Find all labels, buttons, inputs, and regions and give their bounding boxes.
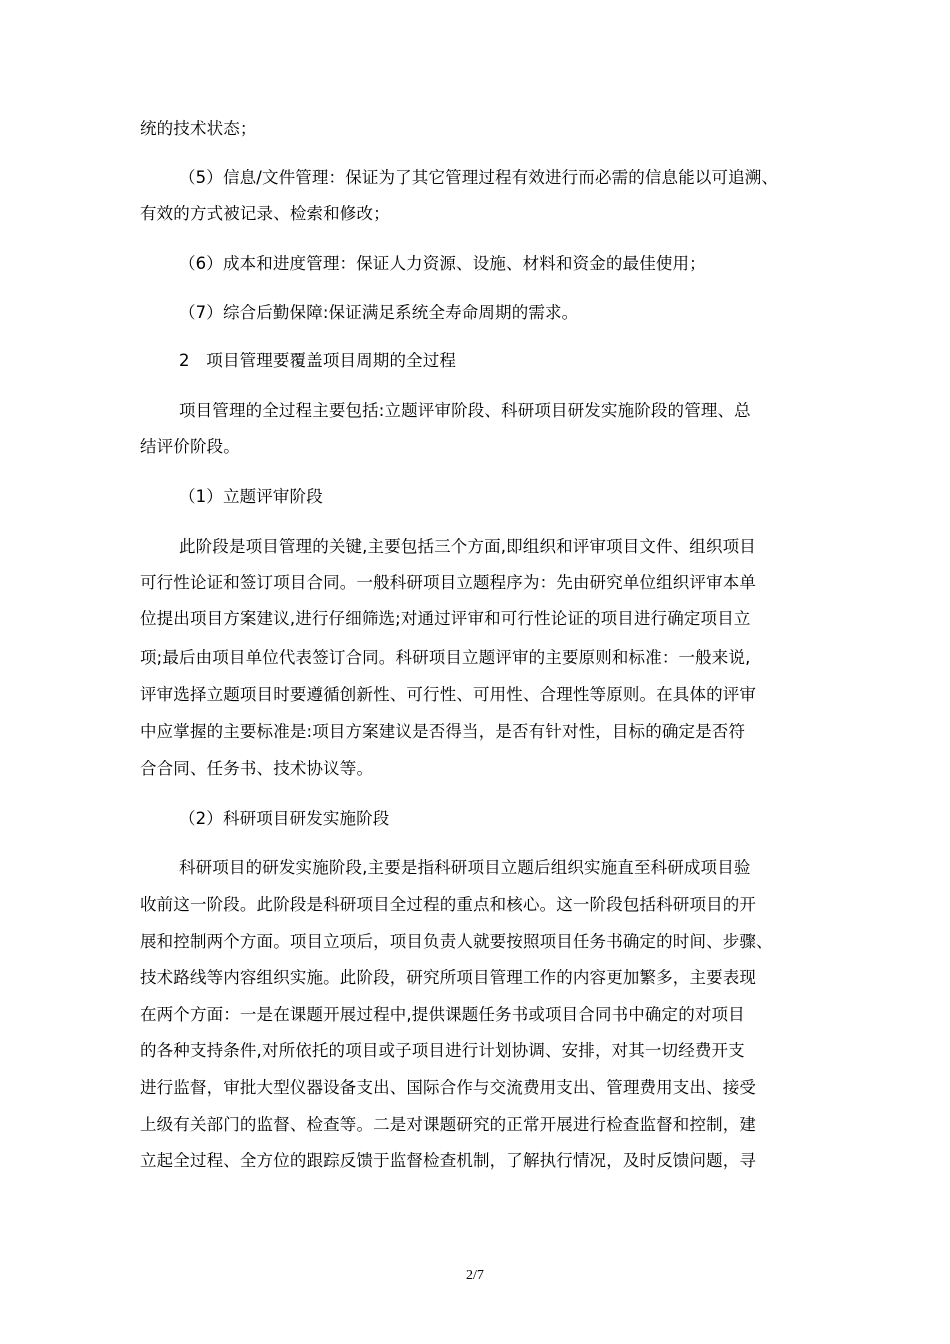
text-line: 立起全过程、全方位的跟踪反馈于监督检查机制，了解执行情况，及时反馈问题，寻	[140, 1151, 757, 1170]
text-line: 合合同、任务书、技术协议等。	[140, 759, 374, 778]
text-line: 在两个方面：一是在课题开展过程中,提供课题任务书或项目合同书中确定的对项目	[140, 1005, 745, 1024]
text-line: 有效的方式被记录、检索和修改；	[140, 204, 390, 223]
text-line: 项;最后由项目单位代表签订合同。科研项目立题评审的主要原则和标准：一般来说,	[140, 648, 751, 667]
text-line: 统的技术状态；	[140, 119, 257, 138]
text-line: 项目管理的全过程主要包括:立题评审阶段、科研项目研发实施阶段的管理、总	[179, 401, 751, 420]
text-line: 科研项目的研发实施阶段,主要是指科研项目立题后组织实施直至科研成项目验	[179, 858, 751, 877]
text-line: （7）综合后勤保障:保证满足系统全寿命周期的需求。	[179, 303, 579, 322]
text-line: 位提出项目方案建议,进行仔细筛选;对通过评审和可行性论证的项目进行确定项目立	[140, 609, 751, 628]
subsection-heading: （2）科研项目研发实施阶段	[179, 809, 390, 828]
text-line: 技术路线等内容组织实施。此阶段，研究所项目管理工作的内容更加繁多，主要表现	[140, 968, 757, 987]
subsection-heading: （1）立题评审阶段	[179, 487, 323, 506]
text-line: 可行性论证和签订项目合同。一般科研项目立题程序为：先由研究单位组织评审本单	[140, 573, 757, 592]
text-line: 的各种支持条件,对所依托的项目或子项目进行计划协调、安排，对其一切经费开支	[140, 1041, 745, 1060]
text-line: （6）成本和进度管理：保证人力资源、设施、材料和资金的最佳使用；	[179, 254, 706, 273]
text-line: 上级有关部门的监督、检查等。二是对课题研究的正常开展进行检查监督和控制，建	[140, 1115, 757, 1134]
text-line: 展和控制两个方面。项目立项后，项目负责人就要按照项目任务书确定的时间、步骤、	[140, 932, 773, 951]
section-heading: 2 项目管理要覆盖项目周期的全过程	[179, 351, 457, 370]
text-line: 评审选择立题项目时要遵循创新性、可行性、可用性、合理性等原则。在具体的评审	[140, 685, 757, 704]
text-line: （5）信息/文件管理：保证为了其它管理过程有效进行而必需的信息能以可追溯、	[179, 168, 779, 187]
page-number: 2/7	[466, 1268, 484, 1283]
text-line: 收前这一阶段。此阶段是科研项目全过程的重点和核心。这一阶段包括科研项目的开	[140, 895, 757, 914]
text-line: 中应掌握的主要标准是:项目方案建议是否得当，是否有针对性，目标的确定是否符	[140, 722, 746, 741]
text-line: 进行监督，审批大型仪器设备支出、国际合作与交流费用支出、管理费用支出、接受	[140, 1078, 757, 1097]
text-line: 此阶段是项目管理的关键,主要包括三个方面,即组织和评审项目文件、组织项目	[179, 537, 756, 556]
text-line: 结评价阶段。	[140, 437, 240, 456]
